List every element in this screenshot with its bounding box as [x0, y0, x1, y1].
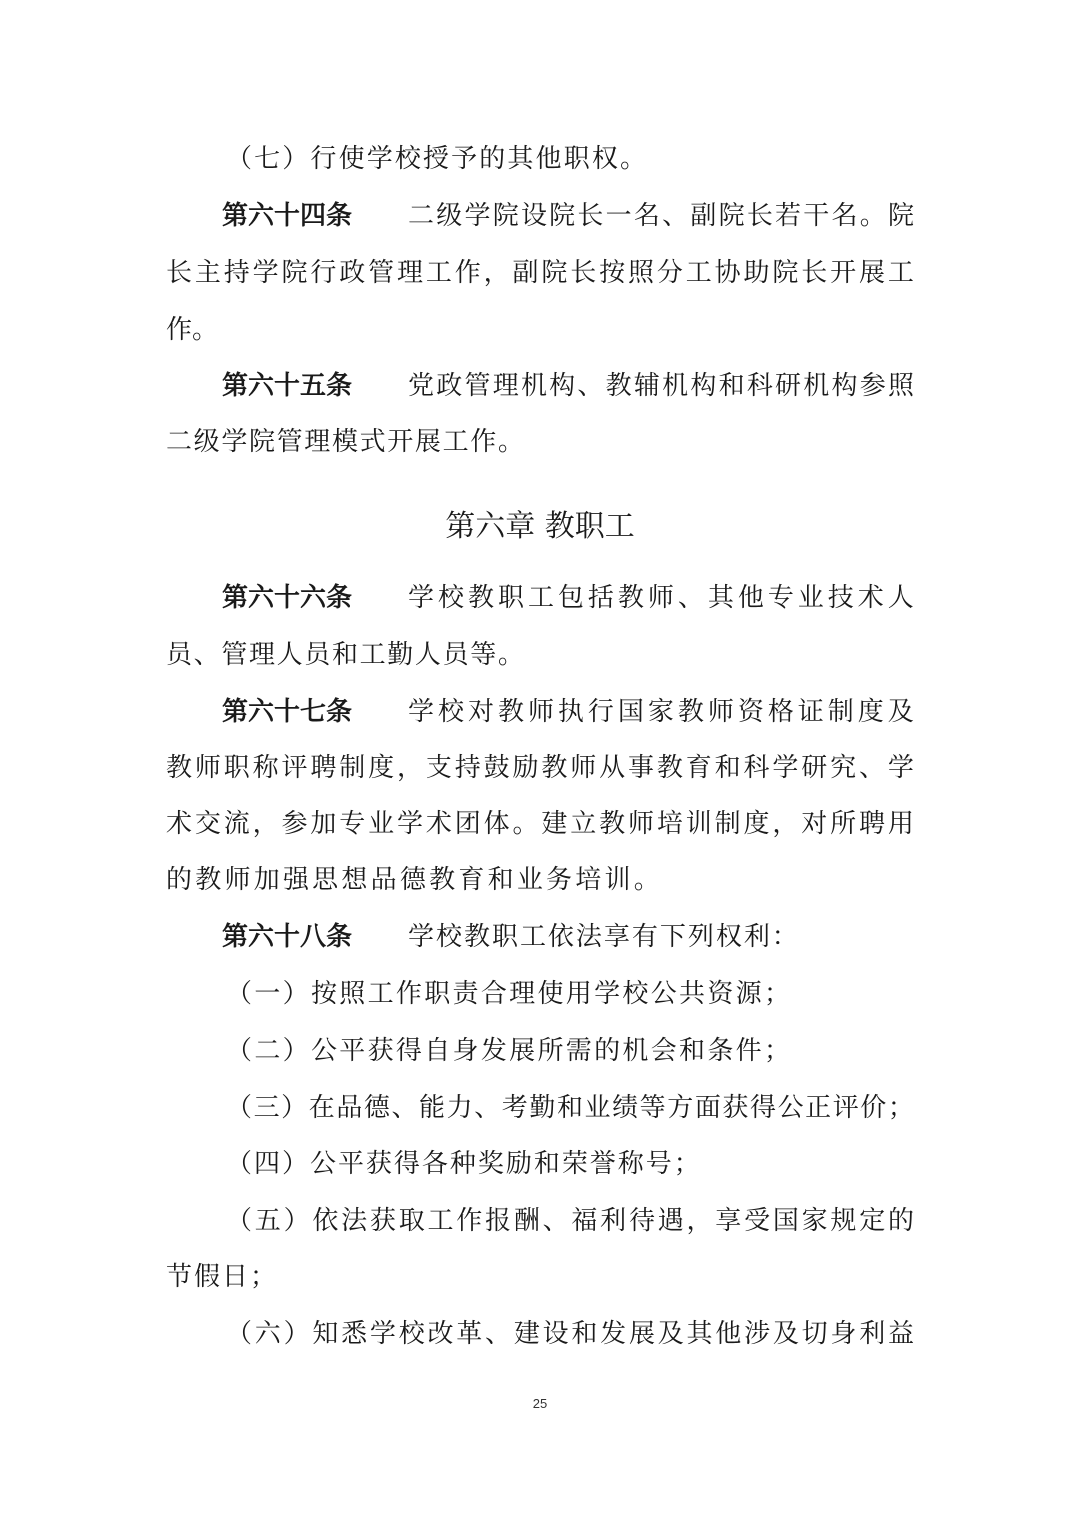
text-line [0, 302, 1080, 358]
article-67-text-line-2: 教 师 职 称 评 聘 制 度 ， 支 持 鼓 励 教 师 从 事 教 育 和 科 学 研 究 、 学 [166, 753, 914, 783]
article-67-text-line-1: 学 校 对 教 师 执 行 国 家 教 师 资 格 证 制 度 及 [408, 697, 914, 727]
article-68-text-line-1: 学 校 教 职 工 依 法 享 有 下 列 权 利 ： [408, 922, 798, 952]
list-item-2: （ 二 ） 公 平 获 得 自 身 发 展 所 需 的 机 会 和 条 件 ； [226, 1036, 790, 1066]
text-line [0, 1080, 1080, 1136]
article-68-label: 第六十八条 [222, 922, 353, 952]
text-line [0, 1023, 1080, 1079]
article-66-text-line-1: 学 校 教 职 工 包 括 教 师 、 其 他 专 业 技 术 人 [408, 583, 914, 613]
article-64-text-line-2: 长 主 持 学 院 行 政 管 理 工 作 ， 副 院 长 按 照 分 工 协 助 院 长 开 展 工 [166, 258, 914, 288]
text-line [0, 740, 1080, 796]
text-line [0, 188, 1080, 244]
list-item-5-line-1: （ 五 ） 依 法 获 取 工 作 报 酬 、 福 利 待 遇 ， 享 受 国 家 规 定 的 [226, 1206, 914, 1236]
article-65-text-line-2: 二 级 学 院 管 理 模 式 开 展 工 作 。 [166, 427, 524, 457]
text-line [0, 1306, 1080, 1362]
text-line [0, 1193, 1080, 1249]
list-item-7: （ 七 ） 行 使 学 校 授 予 的 其 他 职 权 。 [226, 144, 646, 174]
article-67-label: 第六十七条 [222, 697, 353, 727]
text-line [0, 909, 1080, 965]
article-67-text-line-4: 的 教 师 加 强 思 想 品 德 教 育 和 业 务 培 训 。 [166, 865, 660, 895]
list-item-1: （ 一 ） 按 照 工 作 职 责 合 理 使 用 学 校 公 共 资 源 ； [226, 979, 790, 1009]
article-66-text-line-2: 员 、 管 理 人 员 和 工 勤 人 员 等 。 [166, 640, 524, 670]
text-line [0, 358, 1080, 414]
text-line [0, 1249, 1080, 1305]
text-line [0, 684, 1080, 740]
list-item-5-line-2: 节 假 日 ； [166, 1262, 276, 1292]
list-item-4: （ 四 ） 公 平 获 得 各 种 奖 励 和 荣 誉 称 号 ； [226, 1149, 700, 1179]
text-line [0, 131, 1080, 187]
article-65-label: 第六十五条 [222, 371, 353, 401]
list-item-6-line-1: （ 六 ） 知 悉 学 校 改 革 、 建 设 和 发 展 及 其 他 涉 及 切 身 利 益 [226, 1319, 914, 1349]
text-line [0, 966, 1080, 1022]
article-64-text-line-3: 作。 [166, 315, 219, 345]
text-line [0, 570, 1080, 626]
article-64-text-line-1: 二 级 学 院 设 院 长 一 名 、 副 院 长 若 干 名 。 院 [408, 201, 914, 231]
article-65-text-line-1: 党 政 管 理 机 构 、 教 辅 机 构 和 科 研 机 构 参 照 [408, 371, 914, 401]
article-67-text-line-3: 术 交 流 ， 参 加 专 业 学 术 团 体 。 建 立 教 师 培 训 制 度 ， 对 所 聘 用 [166, 809, 914, 839]
list-item-3: （ 三 ） 在 品 德 、 能 力 、 考 勤 和 业 绩 等 方 面 获 得 公 正 评 价 ； [226, 1093, 914, 1123]
page-number: 25 [532, 1396, 548, 1411]
article-66-label: 第六十六条 [222, 583, 353, 613]
text-line [0, 414, 1080, 470]
chapter-title: 第六章 教职工 [445, 509, 635, 544]
text-line [0, 245, 1080, 301]
article-64-label: 第六十四条 [222, 201, 353, 231]
text-line [0, 796, 1080, 852]
text-line [0, 1136, 1080, 1192]
text-line [0, 627, 1080, 683]
text-line [0, 852, 1080, 908]
